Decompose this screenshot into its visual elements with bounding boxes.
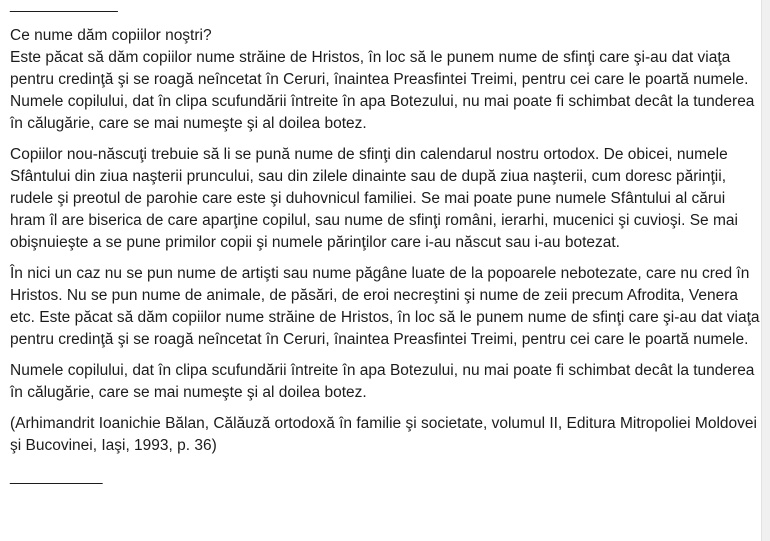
document-page	[10, 0, 760, 541]
question-heading: Ce nume dăm copiilor noştri?	[10, 27, 212, 44]
paragraph-3: În nici un caz nu se pun nume de artişti sau nume păgâne luate de la popoarele nebotezate, care nu cred în Hristos. Nu se pun nume de animale, de păsări, de eroi necreştini şi nume de zeii precum Afrodita, Venera etc. Este păcat să dăm copiilor nume străine de Hristos, în loc să le punem nume de sfinţi care şi-au dat viaţa pentru credinţă şi se roagă neîncetat în Ceruri, înaintea Preasfintei Treimi, pentru cei care le poartă numele.	[10, 265, 760, 348]
paragraph-1: Este păcat să dăm copiilor nume străine de Hristos, în loc să le punem nume de sfinţi care şi-au dat viaţa pentru credinţă şi se roagă neîncetat în Ceruri, înaintea Preasfintei Treimi, pentru cei care le poartă numele. Numele copilului, dat în clipa scufundării întreite în apa Botezului, nu mai poate fi schimbat decât la tunderea în călugărie, care se mai numeşte şi al doilea botez.	[10, 49, 755, 132]
citation: (Arhimandrit Ioanichie Bălan, Călăuză ortodoxă în familie şi societate, volumul II, Editura Mitropoliei Moldovei şi Bucovinei, Iaşi, 1993, p. 36)	[10, 415, 757, 454]
paragraph-2: Copiilor nou-născuţi trebuie să li se pună nume de sfinţi din calendarul nostru ortodox. De obicei, numele Sfântului din ziua naşterii pruncului, sau din zilele dinainte sau de după ziua naşterii, cum doresc părinţii, rudele şi preotul de parohie care este şi duhovnicul familiei. Se mai poate pune numele Sfântului al cărui hram îl are biserica de care aparţine copilul, sau nume de sfinţi români, ierarhi, mucenici şi cuvioşi. Se mai obişnuieşte a se pune primilor copii şi numele părinţilor care i-au născut sau i-au botezat.	[10, 146, 738, 251]
separator-bottom: ____________	[10, 468, 102, 485]
window-edge	[761, 0, 770, 541]
separator-top: ______________	[10, 0, 117, 13]
paragraph-4: Numele copilului, dat în clipa scufundării întreite în apa Botezului, nu mai poate fi schimbat decât la tunderea în călugărie, care se mai numeşte şi al doilea botez.	[10, 362, 755, 401]
intro-block	[10, 25, 760, 135]
